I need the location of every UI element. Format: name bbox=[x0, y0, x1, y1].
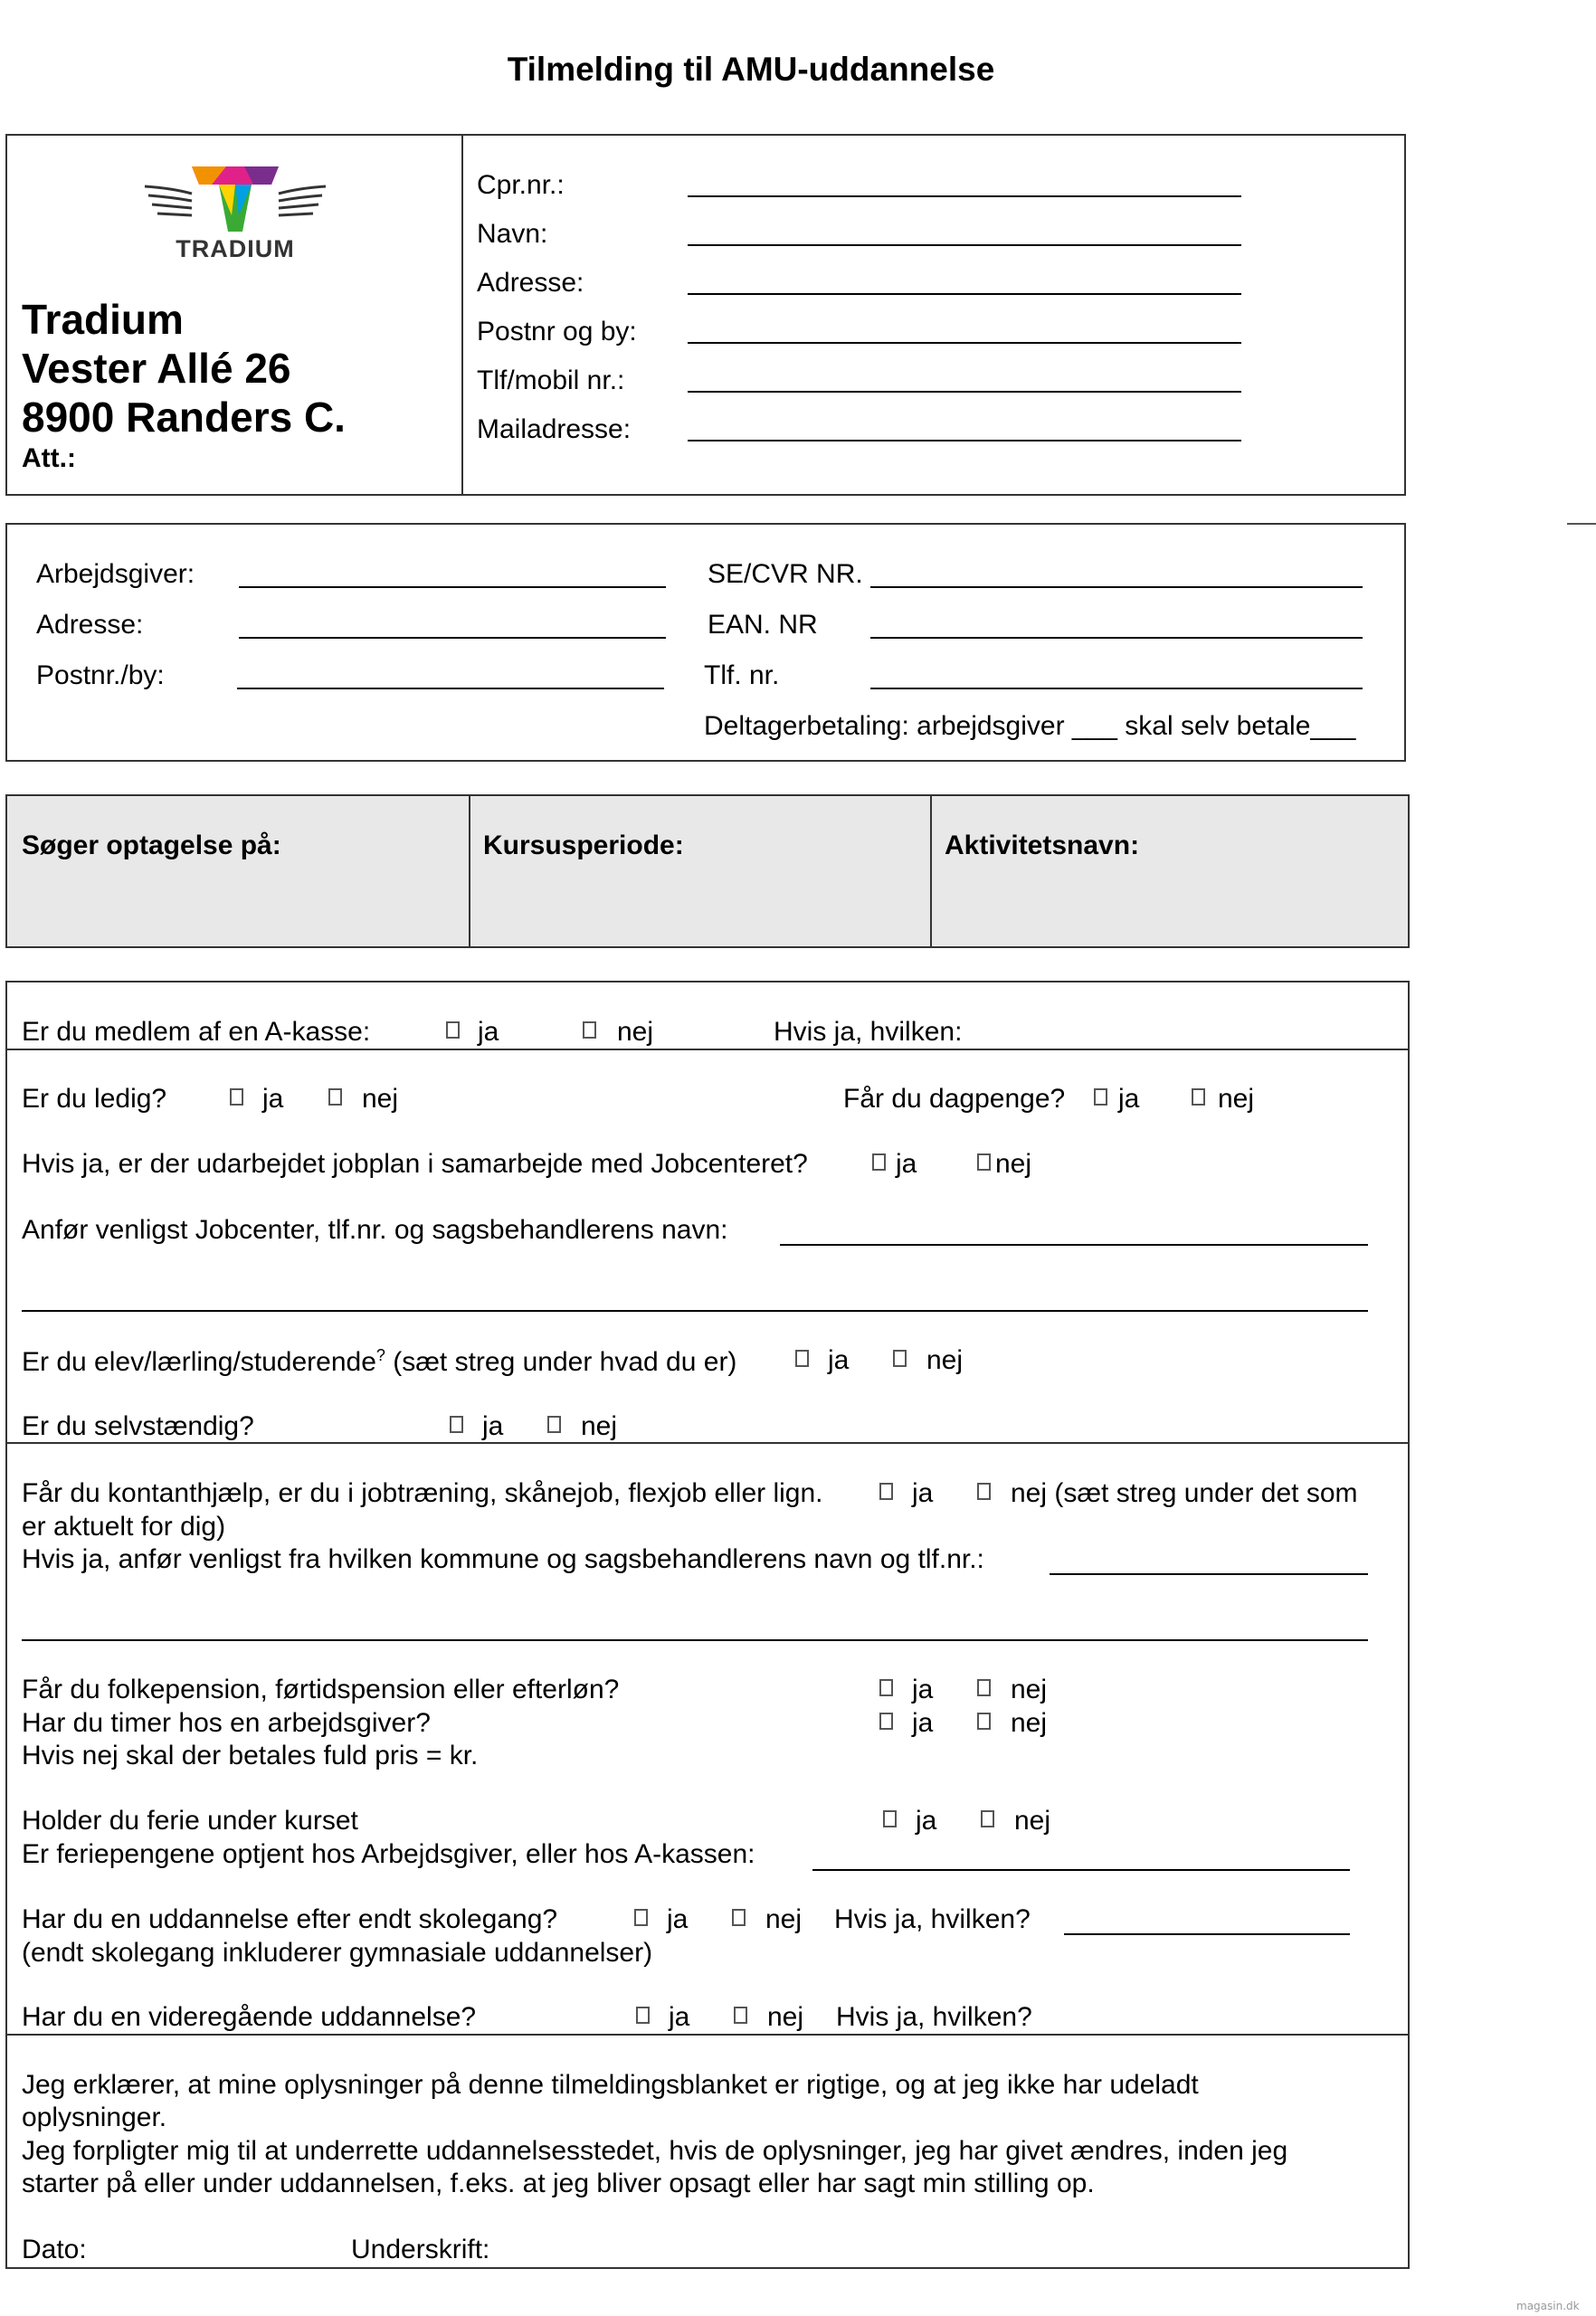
zip-label: Postnr og by: bbox=[477, 317, 637, 346]
holiday-no-checkbox[interactable] bbox=[981, 1810, 994, 1827]
dagpenge-yes-checkbox[interactable] bbox=[1094, 1088, 1107, 1106]
education-which-label: Hvis ja, hvilken? bbox=[834, 1904, 1031, 1934]
student-no-checkbox[interactable] bbox=[893, 1350, 907, 1367]
email-field[interactable] bbox=[688, 440, 1241, 441]
pension-yes-checkbox[interactable] bbox=[879, 1679, 893, 1696]
akasse-question: Er du medlem af en A-kasse: bbox=[22, 1017, 371, 1047]
signature-label: Underskrift: bbox=[351, 2235, 490, 2264]
education-yes-label: ja bbox=[667, 1904, 689, 1934]
margin-mark bbox=[1567, 523, 1596, 525]
phone-label: Tlf/mobil nr.: bbox=[477, 365, 625, 395]
akasse-which-label: Hvis ja, hvilken: bbox=[774, 1017, 963, 1047]
unemployed-question: Er du ledig? bbox=[22, 1084, 167, 1114]
declaration-line-1: Jeg erklærer, at mine oplysninger på denne tilmeldingsblanket er rigtige, og at jeg ikke har udeladt bbox=[22, 2070, 1199, 2100]
jobplan-yes-checkbox[interactable] bbox=[872, 1153, 886, 1171]
jobcenter-field-line2[interactable] bbox=[22, 1310, 1368, 1312]
education-no-label: nej bbox=[765, 1904, 803, 1934]
name-field[interactable] bbox=[688, 244, 1241, 246]
akasse-yes-label: ja bbox=[478, 1017, 499, 1047]
higher-education-which-label: Hvis ja, hvilken? bbox=[836, 2002, 1032, 2032]
secvr-label: SE/CVR NR. bbox=[708, 559, 863, 589]
selfemployed-question: Er du selvstændig? bbox=[22, 1411, 254, 1441]
employer-field[interactable] bbox=[239, 586, 666, 588]
cash-yes-checkbox[interactable] bbox=[879, 1483, 893, 1500]
cash-question: Får du kontanthjælp, er du i jobtræning, skånejob, flexjob eller lign. bbox=[22, 1478, 823, 1508]
declaration-line-2: oplysninger. bbox=[22, 2102, 167, 2132]
hours-yes-checkbox[interactable] bbox=[879, 1713, 893, 1730]
selfemployed-yes-label: ja bbox=[482, 1411, 504, 1441]
school-name: Tradium bbox=[22, 296, 184, 343]
watermark: magasin.dk bbox=[1516, 2300, 1580, 2312]
cash-no-checkbox[interactable] bbox=[977, 1483, 991, 1500]
employer-address-field[interactable] bbox=[239, 637, 666, 639]
phone-field[interactable] bbox=[688, 391, 1241, 393]
holiday-yes-label: ja bbox=[916, 1806, 937, 1836]
holiday-no-label: nej bbox=[1014, 1806, 1051, 1836]
date-label: Dato: bbox=[22, 2235, 87, 2264]
student-question-text: Er du elev/lærling/studerende bbox=[22, 1347, 376, 1377]
hours-question: Har du timer hos en arbejdsgiver? bbox=[22, 1708, 431, 1738]
divider-cash bbox=[5, 1442, 1410, 1444]
declaration-line-3: Jeg forpligter mig til at underrette uddannelsesstedet, hvis de oplysninger, jeg har givet ændres, inden jeg bbox=[22, 2136, 1288, 2166]
course-apply-label: Søger optagelse på: bbox=[22, 831, 281, 860]
att-label: Att.: bbox=[22, 443, 76, 473]
pension-question: Får du folkepension, førtidspension eller efterløn? bbox=[22, 1675, 620, 1704]
higher-education-no-label: nej bbox=[767, 2002, 804, 2032]
higher-education-no-checkbox[interactable] bbox=[734, 2007, 747, 2024]
jobcenter-field[interactable] bbox=[780, 1244, 1368, 1246]
cash-municipality-field[interactable] bbox=[1050, 1573, 1368, 1575]
education-no-checkbox[interactable] bbox=[732, 1909, 746, 1926]
hours-no-checkbox[interactable] bbox=[977, 1713, 991, 1730]
selfemployed-no-label: nej bbox=[581, 1411, 618, 1441]
logo-text: TRADIUM bbox=[176, 235, 295, 262]
employer-zip-label: Postnr./by: bbox=[36, 660, 165, 690]
jobcenter-question: Anfør venligst Jobcenter, tlf.nr. og sagsbehandlerens navn: bbox=[22, 1215, 728, 1245]
logo-t-mark bbox=[192, 166, 279, 232]
secvr-field[interactable] bbox=[870, 586, 1363, 588]
holiday-yes-checkbox[interactable] bbox=[883, 1810, 897, 1827]
pension-yes-label: ja bbox=[912, 1675, 934, 1704]
jobplan-no-checkbox[interactable] bbox=[977, 1153, 991, 1171]
employer-address-label: Adresse: bbox=[36, 610, 144, 640]
course-divider-2 bbox=[930, 794, 932, 948]
higher-education-question: Har du en videregående uddannelse? bbox=[22, 2002, 477, 2032]
school-street: Vester Allé 26 bbox=[22, 345, 291, 392]
tradium-logo bbox=[136, 161, 335, 270]
dagpenge-question: Får du dagpenge? bbox=[843, 1084, 1066, 1114]
payment-line: Deltagerbetaling: arbejdsgiver ___ skal selv betale___ bbox=[704, 711, 1356, 741]
student-no-label: nej bbox=[926, 1345, 964, 1375]
cpr-field[interactable] bbox=[688, 195, 1241, 197]
declaration-line-4: starter på eller under uddannelsen, f.eks. at jeg bliver opsagt eller har sagt min stilling op. bbox=[22, 2169, 1095, 2198]
higher-education-yes-checkbox[interactable] bbox=[636, 2007, 650, 2024]
course-divider-1 bbox=[469, 794, 470, 948]
divider-akasse bbox=[5, 1049, 1410, 1050]
student-question bbox=[22, 1347, 736, 1376]
unemployed-yes-label: ja bbox=[262, 1084, 284, 1114]
akasse-no-checkbox[interactable] bbox=[583, 1021, 596, 1039]
address-label: Adresse: bbox=[477, 268, 584, 298]
ean-label: EAN. NR bbox=[708, 610, 818, 640]
holidaypay-question: Er feriepengene optjent hos Arbejdsgiver, eller hos A-kassen: bbox=[22, 1839, 755, 1869]
cash-yes-label: ja bbox=[912, 1478, 934, 1508]
jobplan-no-label: nej bbox=[995, 1149, 1032, 1179]
student-yes-label: ja bbox=[828, 1345, 850, 1375]
dagpenge-no-label: nej bbox=[1218, 1084, 1255, 1114]
course-box bbox=[5, 794, 1410, 948]
pension-no-checkbox[interactable] bbox=[977, 1679, 991, 1696]
cpr-label: Cpr.nr.: bbox=[477, 170, 565, 200]
student-yes-checkbox[interactable] bbox=[795, 1350, 809, 1367]
applicant-divider bbox=[461, 134, 463, 496]
form-title: Tilmelding til AMU-uddannelse bbox=[507, 51, 995, 88]
dagpenge-yes-label: ja bbox=[1118, 1084, 1140, 1114]
ean-field[interactable] bbox=[870, 637, 1363, 639]
employer-label: Arbejdsgiver: bbox=[36, 559, 195, 589]
full-price-note: Hvis nej skal der betales fuld pris = kr. bbox=[22, 1741, 479, 1770]
akasse-no-label: nej bbox=[617, 1017, 654, 1047]
hours-yes-label: ja bbox=[912, 1708, 934, 1738]
name-label: Navn: bbox=[477, 219, 548, 249]
cash-question-cont: er aktuelt for dig) bbox=[22, 1512, 226, 1542]
selfemployed-yes-checkbox[interactable] bbox=[450, 1416, 463, 1433]
employer-phone-field[interactable] bbox=[870, 688, 1363, 689]
education-note: (endt skolegang inkluderer gymnasiale uddannelser) bbox=[22, 1938, 653, 1968]
akasse-yes-checkbox[interactable] bbox=[446, 1021, 460, 1039]
pension-no-label: nej bbox=[1011, 1675, 1048, 1704]
jobplan-question: Hvis ja, er der udarbejdet jobplan i samarbejde med Jobcenteret? bbox=[22, 1149, 808, 1179]
dagpenge-no-checkbox[interactable] bbox=[1192, 1088, 1205, 1106]
education-yes-checkbox[interactable] bbox=[634, 1909, 648, 1926]
address-field[interactable] bbox=[688, 293, 1241, 295]
education-which-field[interactable] bbox=[1064, 1933, 1350, 1935]
holiday-question: Holder du ferie under kurset bbox=[22, 1806, 358, 1836]
hours-no-label: nej bbox=[1011, 1708, 1048, 1738]
cash-no-label: nej (sæt streg under det som bbox=[1011, 1478, 1358, 1508]
student-question-note: (sæt streg under hvad du er) bbox=[385, 1347, 737, 1377]
email-label: Mailadresse: bbox=[477, 414, 632, 444]
divider-declaration bbox=[5, 2034, 1410, 2036]
selfemployed-no-checkbox[interactable] bbox=[547, 1416, 561, 1433]
zip-field[interactable] bbox=[688, 342, 1241, 344]
education-question: Har du en uddannelse efter endt skolegang? bbox=[22, 1904, 558, 1934]
course-period-label: Kursusperiode: bbox=[483, 831, 684, 860]
cash-municipality-question: Hvis ja, anfør venligst fra hvilken kommune og sagsbehandlerens navn og tlf.nr.: bbox=[22, 1544, 984, 1574]
cash-municipality-field-line2[interactable] bbox=[22, 1639, 1368, 1641]
employer-phone-label: Tlf. nr. bbox=[704, 660, 780, 690]
course-activity-label: Aktivitetsnavn: bbox=[945, 831, 1140, 860]
student-question-mark: ? bbox=[375, 1346, 385, 1364]
unemployed-no-checkbox[interactable] bbox=[328, 1088, 342, 1106]
jobplan-yes-label: ja bbox=[896, 1149, 917, 1179]
school-city: 8900 Randers C. bbox=[22, 394, 346, 441]
holidaypay-field[interactable] bbox=[812, 1869, 1350, 1871]
higher-education-yes-label: ja bbox=[669, 2002, 690, 2032]
employer-zip-field[interactable] bbox=[237, 688, 664, 689]
unemployed-yes-checkbox[interactable] bbox=[230, 1088, 243, 1106]
unemployed-no-label: nej bbox=[362, 1084, 399, 1114]
